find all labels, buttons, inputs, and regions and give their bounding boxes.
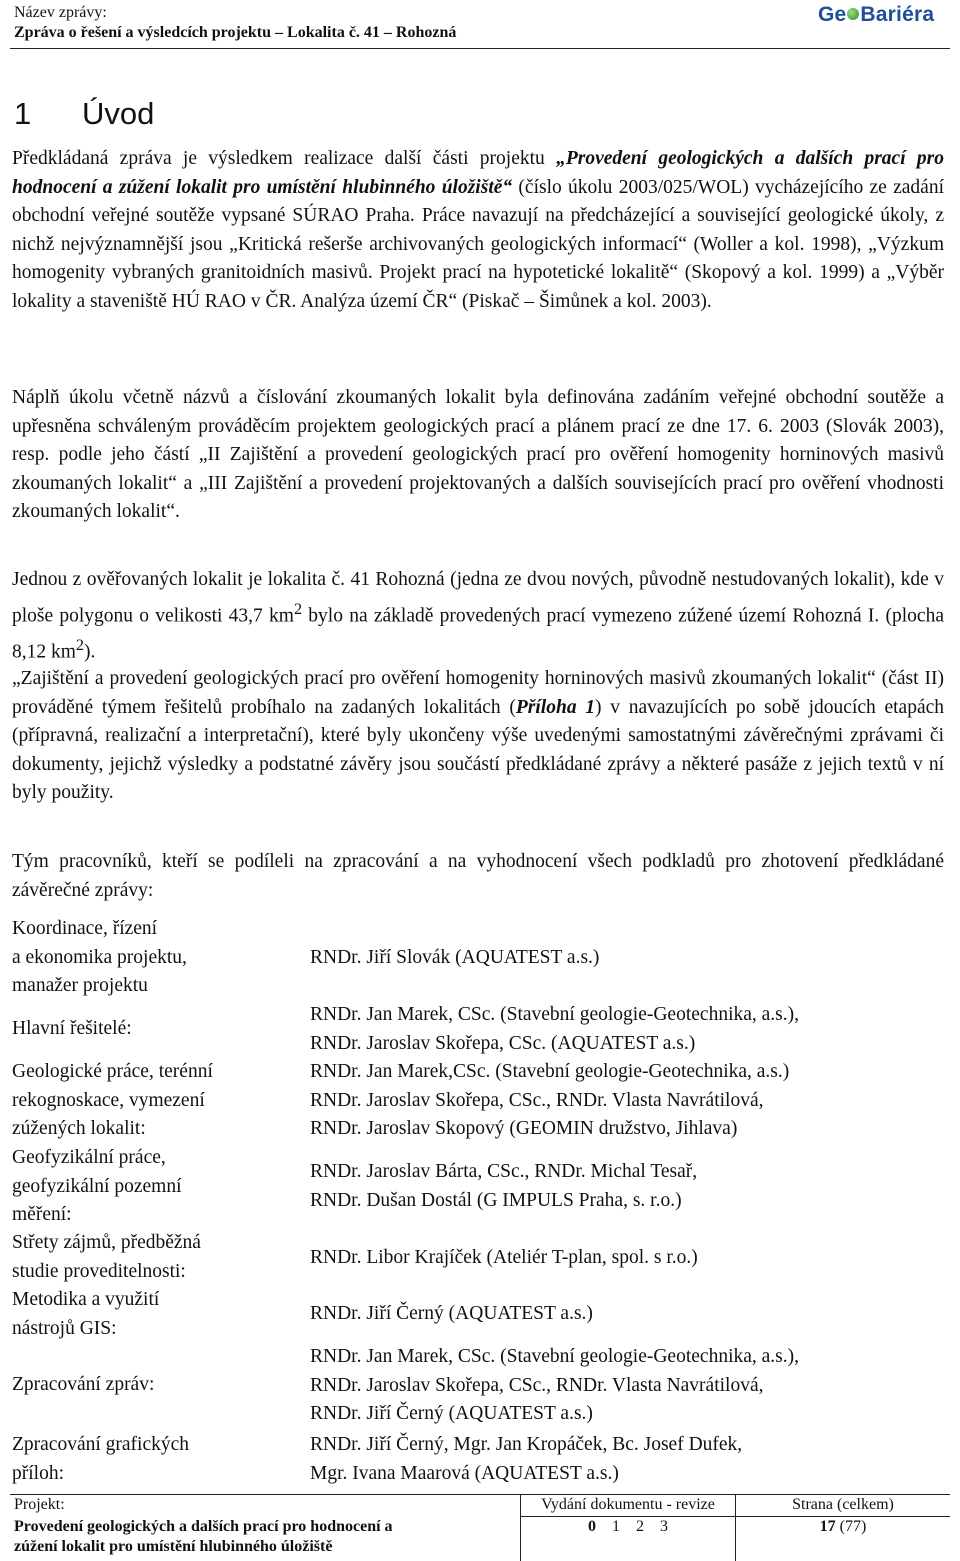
- paragraph-stages: „Zajištění a provedení geologických prací pro ověření homogenity horninových masivů zkoumaných lokalit“ (část II) prováděné týmem řešitelů probíhalo na zadaných lokalitách (Příloha 1) v navazujících po sobě jdoucích etapách (přípravná, realizační a interpretační), které byly ukončeny výše uvedenými samostatnými závěrečnými zprávami či dokumenty, jejichž výsledky a podstatné závěry jsou součástí předkládané zprávy a některé pasáže z jejich textů v ní byly použity.: [12, 668, 945, 804]
- team-members: RNDr. Jiří Slovák (AQUATEST a.s.): [310, 947, 600, 968]
- footer-divider: [10, 1494, 950, 1495]
- paragraph-intro: Předkládaná zpráva je výsledkem realizace další části projektu „Provedení geologických a dalších prací pro hodnocení a zúžení lokalit pro umístění hlubinného úložiště“ (číslo úkolu 2003/025/WOL) vycházejícího ze zadání obchodní veřejné soutěže vypsané SÚRAO Praha. Práce navazují na předcházející a související geologické úkoly, z nichž nejvýznamnější jsou „Kritická rešerše archivovaných geologických informací“ (Woller a kol. 1998), „Výzkum homogenity vybraných granitoidních masivů. Projekt prací na hypotetické lokalitě“ (Skopový a kol. 1999) a „Výběr lokality a staveniště HÚ RAO v ČR. Analýza území ČR“ (Piskač – Šimůnek a kol. 2003).: [12, 148, 945, 312]
- paragraph-scope: Náplň úkolu včetně názvů a číslování zkoumaných lokalit byla definována zadáním veřejné obchodní soutěže a upřesněna schváleným prováděcím projektem geologických prací a plánem prací ze dne 17. 6. 2003 (Slovák 2003), resp. podle jeho částí „II Zajištění a provedení geologických prací pro ověření homogenity horninových masivů zkoumaných lokalit“ a „III Zajištění a provedení projektovaných a dalších souvisejících prací pro ověření vhodnosti zkoumaných lokalit“.: [12, 387, 944, 523]
- footer-project-name-line2: zúžení lokalit pro umístění hlubinného úložiště: [14, 1538, 333, 1555]
- paragraph-locality: Jednou z ověřovaných lokalit je lokalita č. 41 Rohozná (jedna ze dvou nových, původně nestudovaných lokalit), kde v ploše polygonu o velikosti 43,7 $km^2$ bylo na základě provedených prací vymezeno zúžené území Rohozná I. (plocha 8,12 $km^2$).: [12, 569, 944, 663]
- team-members: RNDr. Jiří Černý, Mgr. Jan Kropáček, Bc. Josef Dufek, Mgr. Ivana Maarová (AQUATEST a.s.): [310, 1434, 743, 1484]
- team-role: Střety zájmů, předběžná studie proveditelnosti:: [12, 1232, 201, 1282]
- header-divider: [10, 48, 950, 49]
- footer-revision-label: Vydání dokumentu - revize: [541, 1496, 715, 1513]
- team-members: RNDr. Jiří Černý (AQUATEST a.s.): [310, 1303, 593, 1324]
- paragraph-team-intro: Tým pracovníků, kteří se podíleli na zpracování a na vyhodnocení všech podkladů pro zhotovení předkládané závěrečné zprávy:: [12, 851, 944, 901]
- team-role: Koordinace, řízení a ekonomika projektu, manažer projektu: [12, 918, 187, 997]
- footer-page-number: 17 (77): [819, 1518, 867, 1535]
- team-role: Zpracování grafických příloh:: [12, 1434, 190, 1484]
- team-members: RNDr. Jan Marek,CSc. (Stavební geologie-Geotechnika, a.s.) RNDr. Jaroslav Skořepa, CSc., RNDr. Vlasta Navrátilová, RNDr. Jaroslav Skopový (GEOMIN družstvo, Jihlava): [310, 1061, 790, 1140]
- team-role: Geologické práce, terénní rekognoskace, vymezení zúžených lokalit:: [12, 1061, 213, 1140]
- team-role: Metodika a využití nástrojů GIS:: [12, 1289, 160, 1339]
- footer-revision-values: 0 1 2 3: [588, 1518, 668, 1535]
- team-role: Hlavní řešitelé:: [12, 1018, 132, 1039]
- appendix-reference: Příloha 1: [515, 696, 596, 718]
- report-title: Zpráva o řešení a výsledcích projektu – Lokalita č. 41 – Rohozná: [14, 24, 457, 41]
- section-title: Úvod: [82, 96, 155, 131]
- team-members: RNDr. Jan Marek, CSc. (Stavební geologie-Geotechnika, a.s.), RNDr. Jaroslav Skořepa, CSc. (AQUATEST a.s.): [310, 1004, 800, 1054]
- team-role: Geofyzikální práce, geofyzikální pozemní měření:: [12, 1147, 182, 1226]
- report-name-label: Název zprávy:: [14, 4, 107, 21]
- globe-icon: [847, 8, 859, 20]
- team-members: RNDr. Libor Krajíček (Ateliér T-plan, spol. s r.o.): [310, 1247, 698, 1268]
- team-members: RNDr. Jan Marek, CSc. (Stavební geologie-Geotechnika, a.s.), RNDr. Jaroslav Skořepa, CSc., RNDr. Vlasta Navrátilová, RNDr. Jiří Černý (AQUATEST a.s.): [310, 1346, 800, 1425]
- section-number: 1: [14, 96, 32, 131]
- team-role: Zpracování zpráv:: [12, 1374, 155, 1395]
- team-members: RNDr. Jaroslav Bárta, CSc., RNDr. Michal Tesař, RNDr. Dušan Dostál (G IMPULS Praha, s. r.o.): [310, 1161, 698, 1211]
- footer-page-label: Strana (celkem): [792, 1496, 894, 1513]
- geobariera-logo: Ge Bariéra: [818, 3, 935, 26]
- footer-project-label: Projekt:: [14, 1496, 65, 1513]
- footer-project-name-line1: Provedení geologických a dalších prací pro hodnocení a: [14, 1518, 393, 1535]
- section-heading: [14, 96, 154, 132]
- project-title-emphasis: „Provedení geologických a dalších prací pro hodnocení a zúžení lokalit pro umístění hlubinného úložiště“: [12, 148, 945, 198]
